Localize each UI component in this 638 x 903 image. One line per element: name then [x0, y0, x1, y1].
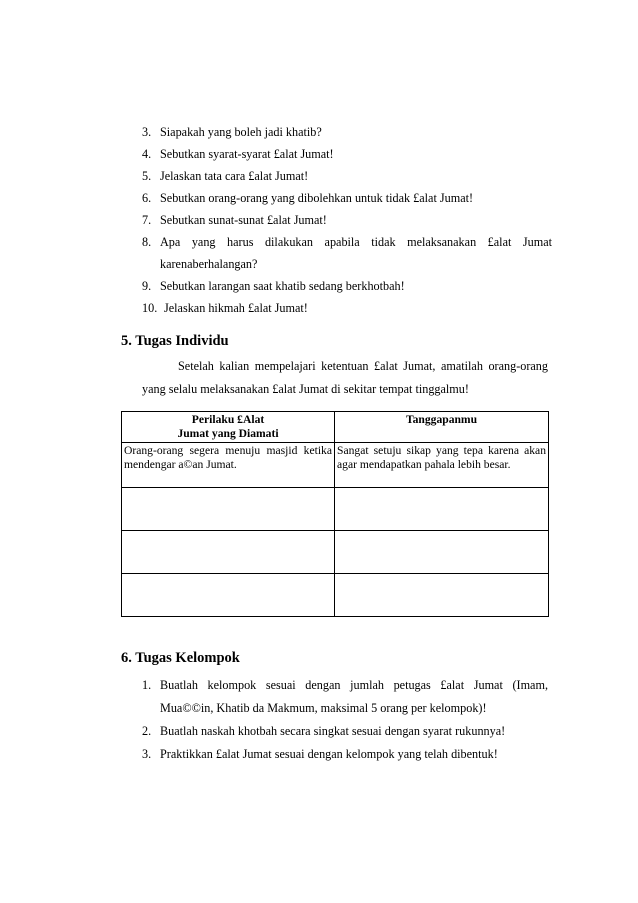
question-item: [142, 297, 552, 319]
list-text: Buatlah naskah khotbah secara singkat sesuai dengan syarat rukunnya!: [160, 724, 506, 738]
question-text: Sebutkan syarat-syarat £alat Jumat!: [160, 147, 334, 161]
observation-table: [121, 411, 549, 617]
table-cell-empty[interactable]: [335, 531, 549, 574]
table-header-row: [122, 412, 549, 443]
column-header-perilaku: [122, 412, 335, 443]
question-text: Sebutkan larangan saat khatib sedang berkhotbah!: [160, 279, 405, 293]
question-text: Sebutkan sunat-sunat £alat Jumat!: [160, 213, 327, 227]
question-item: [142, 231, 552, 275]
intro-paragraph: Setelah kalian mempelajari ketentuan £alat Jumat, amatilah orang-orang yang selalu melaksanakan £alat Jumat di sekitar tempat tinggalmu!: [142, 359, 548, 396]
question-number: 5.: [142, 169, 152, 183]
table-cell-empty[interactable]: [335, 574, 549, 617]
list-text: Praktikkan £alat Jumat sesuai dengan kelompok yang telah dibentuk!: [160, 747, 498, 761]
table-cell-empty[interactable]: [122, 488, 335, 531]
question-number: 10.: [142, 301, 158, 315]
question-number: 9.: [142, 279, 152, 293]
section-heading-tugas-kelompok: 6. Tugas Kelompok: [121, 650, 240, 666]
question-text: Siapakah yang boleh jadi khatib?: [160, 125, 322, 139]
list-number: 1.: [142, 678, 152, 692]
question-item: [142, 209, 552, 231]
column-header-line: Perilaku £Alat: [191, 413, 265, 426]
question-item: [142, 121, 552, 143]
question-text: Apa yang harus dilakukan apabila tidak melaksanakan £alat Jumat karenaberhalangan?: [160, 235, 552, 271]
column-header-line: Jumat yang Diamati: [177, 427, 279, 440]
column-header-tanggapan: Tanggapanmu: [335, 412, 549, 443]
question-text: Sebutkan orang-orang yang dibolehkan untuk tidak £alat Jumat!: [160, 191, 474, 205]
list-item: [142, 720, 548, 743]
section-intro: [142, 355, 548, 401]
table-row: [122, 531, 549, 574]
question-number: 8.: [142, 235, 152, 249]
table-row: [122, 443, 549, 488]
table-row: [122, 574, 549, 617]
table-cell-empty[interactable]: [335, 488, 549, 531]
question-number: 7.: [142, 213, 152, 227]
question-number: 6.: [142, 191, 152, 205]
question-item: [142, 143, 552, 165]
question-text: Jelaskan hikmah £alat Jumat!: [164, 301, 308, 315]
table-cell-empty[interactable]: [122, 531, 335, 574]
question-number: 4.: [142, 147, 152, 161]
question-item: [142, 187, 552, 209]
table-row: [122, 488, 549, 531]
list-text: Buatlah kelompok sesuai dengan jumlah petugas £alat Jumat (Imam, Mua©©in, Khatib da Makmum, maksimal 5 orang per kelompok)!: [160, 678, 548, 715]
table-cell-empty[interactable]: [122, 574, 335, 617]
list-number: 3.: [142, 747, 152, 761]
list-item: [142, 743, 548, 766]
list-item: [142, 674, 548, 720]
question-number: 3.: [142, 125, 152, 139]
section-heading-tugas-individu: 5. Tugas Individu: [121, 333, 229, 349]
table-cell-example-behaviour: Orang-orang segera menuju masjid ketika mendengar a©an Jumat.: [122, 443, 335, 488]
question-list: [142, 121, 552, 319]
table-cell-example-response: Sangat setuju sikap yang tepa karena akan agar mendapatkan pahala lebih besar.: [335, 443, 549, 488]
question-text: Jelaskan tata cara £alat Jumat!: [160, 169, 309, 183]
question-item: [142, 275, 552, 297]
question-item: [142, 165, 552, 187]
group-task-list: [142, 674, 548, 766]
list-number: 2.: [142, 724, 152, 738]
